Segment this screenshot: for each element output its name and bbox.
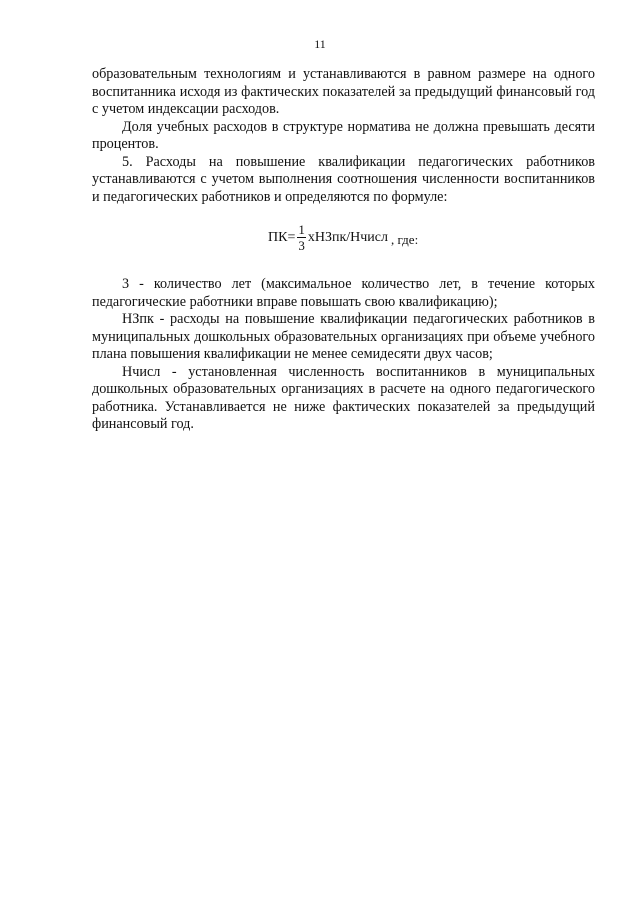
- formula-lhs: ПК=: [268, 229, 296, 245]
- definition-years: 3 - количество лет (максимальное количество лет, в течение которых педагогические работники вправе повышать свою квалификацию);: [92, 276, 595, 310]
- paragraph-qualification-costs: 5. Расходы на повышение квалификации педагогических работников устанавливаются с учетом выполнения соотношения численности воспитанников и педагогических работников и определяются по формуле:: [92, 153, 595, 205]
- page-number: 11: [314, 37, 326, 51]
- definition-nchisl: Нчисл - установленная численность воспитанников в муниципальных дошкольных образовательных организациях в расчете на одного педагогического работника. Устанавливается не ниже фактических показателей за предыдущий финансовый год.: [92, 363, 595, 432]
- formula-suffix: , где:: [391, 231, 419, 247]
- formula: [268, 222, 418, 253]
- paragraph-continuation: образовательным технологиям и устанавливаются в равном размере на одного воспитанника исходя из фактических показателей за предыдущий финансовый год с учетом индексации расходов.: [92, 66, 595, 117]
- definition-nzpk: НЗпк - расходы на повышение квалификации педагогических работников в муниципальных дошкольных образовательных организациях при объеме учебного плана повышения квалификации не менее семидесяти двух часов;: [92, 311, 595, 362]
- formula-rhs: хНЗпк/Нчисл: [307, 229, 388, 245]
- fraction-numerator: 1: [298, 222, 305, 237]
- definitions-block: [92, 276, 595, 434]
- body-text-top: [92, 66, 595, 206]
- fraction-denominator: 3: [298, 238, 305, 253]
- formula-fraction: [297, 222, 306, 253]
- paragraph-study-costs: Доля учебных расходов в структуре норматива не должна превышать десяти процентов.: [92, 118, 595, 152]
